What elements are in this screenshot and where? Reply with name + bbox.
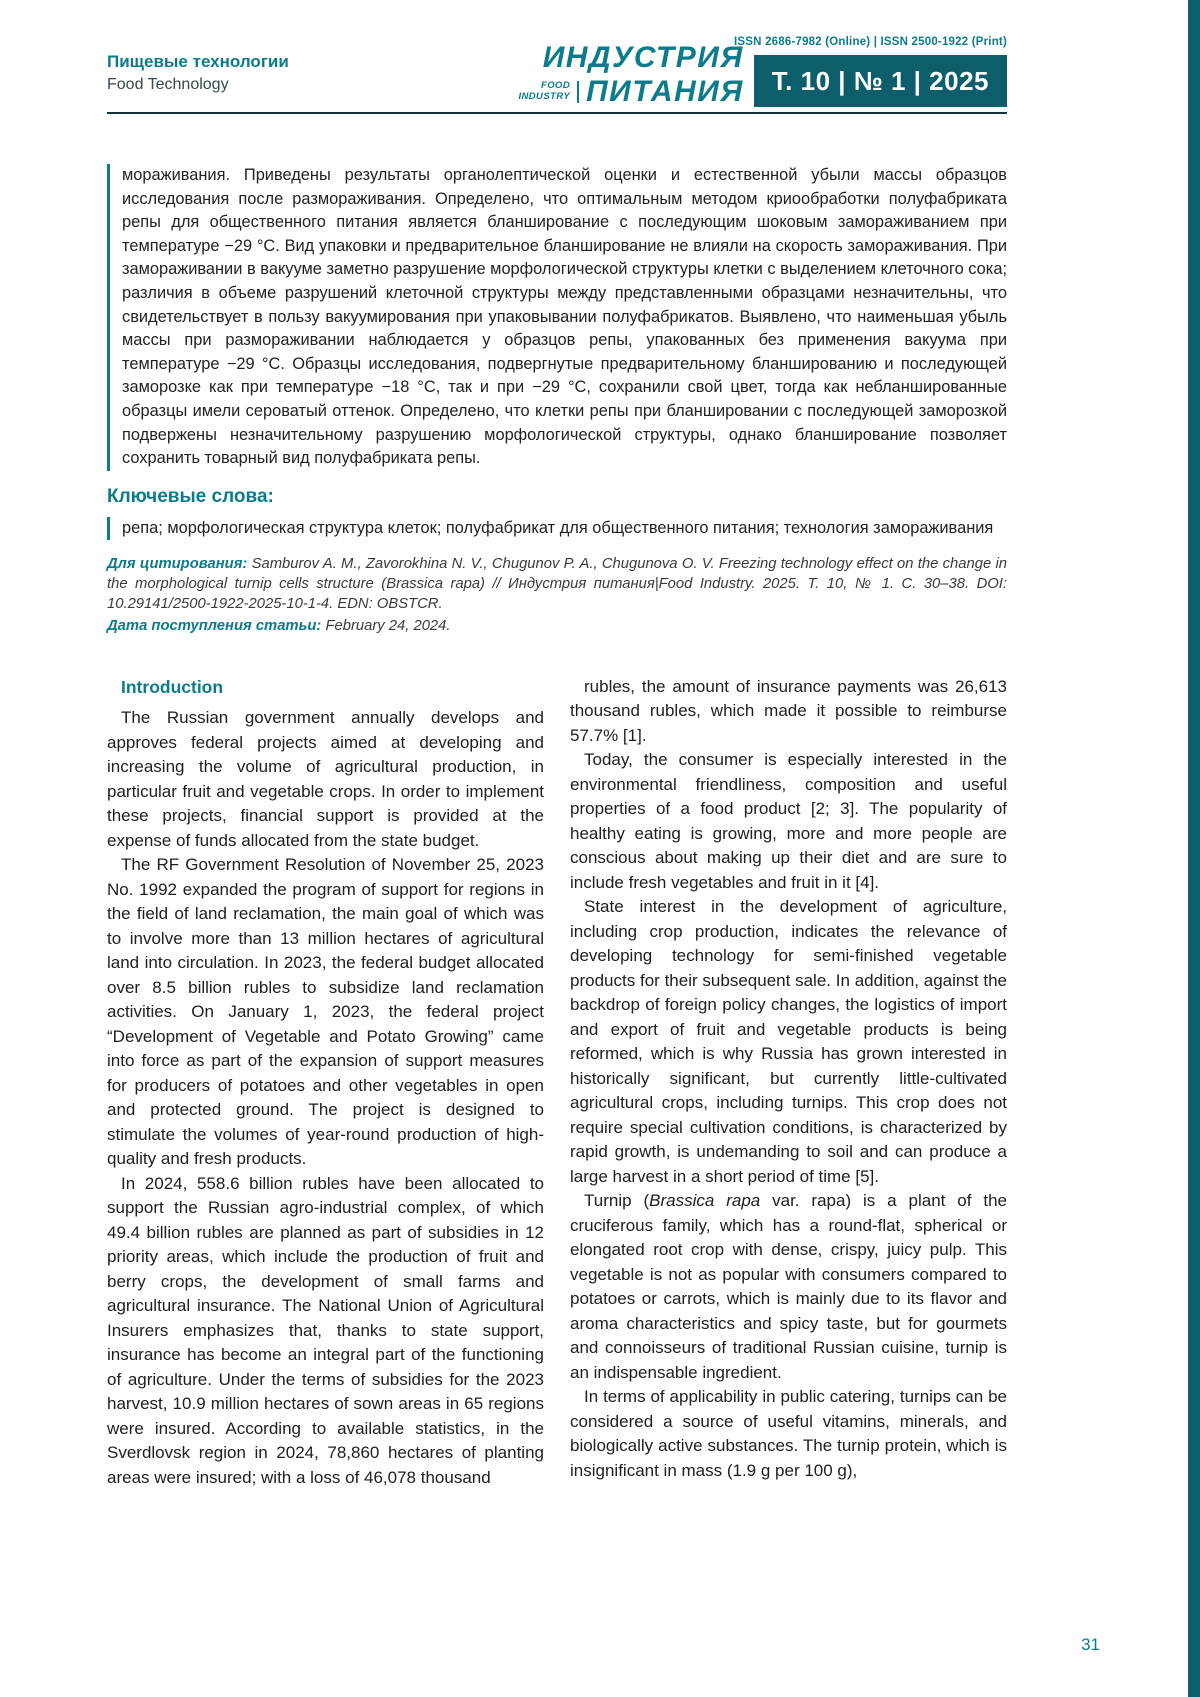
intro-paragraph: State interest in the development of agriculture, including crop production, indicates the relevance of developing technology for semi-finished vegetable products for their subsequent sale. In addition, against the backdrop of foreign policy changes, the logistics of import and export of fruit and vegetable products is being reformed, which is why Russia has grown interested in historically significant, but currently little-cultivated agricultural crops, including turnips. This crop does not require special cultivation conditions, is characterized by rapid growth, is undemanding to soil and can produce a large harvest in a short period of time [5]. — [570, 897, 1007, 1186]
citation-section — [107, 555, 1007, 636]
intro-paragraph: The RF Government Resolution of November 25, 2023 No. 1992 expanded the program of support for regions in the field of land reclamation, the main goal of which was to involve more than 13 million hectares of agricultural land into circulation. In 2023, the federal budget allocated over 8.5 billion rubles to subsidize land reclamation activities. On January 1, 2023, the federal project “Development of Vegetable and Potato Growing” came into force as part of the expansion of support measures for producers of potatoes and other vegetables in open and protected ground. The project is designed to stimulate the volumes of year-round production of high-quality and fresh products. — [107, 855, 544, 1168]
abstract-section — [107, 164, 1007, 471]
introduction-columns — [107, 675, 1007, 1491]
journal-logo — [519, 43, 744, 107]
intro-paragraph: The Russian government annually develops and approves federal projects aimed at developing and increasing the volume of agricultural production, in particular fruit and vegetable crops. In order to implement these projects, financial support is provided at the expense of funds allocated from the state budget. — [107, 708, 544, 850]
intro-paragraph: In terms of applicability in public catering, turnips can be considered a source of useful vitamins, minerals, and biologically active substances. The turnip protein, which is insignificant in mass (1.9 g per 100 g), — [570, 1387, 1007, 1480]
logo-line-2 — [519, 77, 744, 107]
turnip-text-post: var. rapa) is a plant of the cruciferous family, which has a round-flat, spherical or elongated root crop with dense, crispy, juicy pulp. This vegetable is not as popular with consumers compared to potatoes or carrots, which is mainly due to its flavor and aroma characteristics and spicy taste, but for gourmets and connoisseurs of traditional Russian cuisine, turnip is an indispensable ingredient. — [570, 1191, 1007, 1382]
received-value: February 24, 2024. — [325, 617, 451, 634]
intro-column-left — [107, 675, 544, 1491]
issn-line: ISSN 2686-7982 (Online) | ISSN 2500-1922 (Print) — [734, 36, 1007, 48]
intro-column-right — [570, 675, 1007, 1491]
page-header — [107, 0, 1007, 114]
turnip-latin-name: Brassica rapa — [649, 1191, 761, 1210]
citation-paragraph — [107, 555, 1007, 614]
page-content — [107, 0, 1007, 1490]
page-number: 31 — [1081, 1635, 1100, 1654]
logo-subtitle-industry: INDUSTRY — [518, 91, 571, 102]
keywords-section — [107, 517, 1007, 541]
page-edge-bar — [1188, 0, 1200, 1697]
section-title-ru: Пищевые технологии — [107, 52, 289, 71]
intro-paragraph-turnip — [570, 1189, 1007, 1385]
abstract-text: мораживания. Приведены результаты органолептической оценки и естественной убыли массы образцов исследования после размораживания. Определено, что оптимальным методом криообработки полуфабриката репы для общественного питания является бланширование с последующим шоковым замораживанием при температуре −29 °С. Вид упаковки и предварительное бланширование не влияли на скорость замораживания. При замораживании в вакууме заметно разрушение морфологической структуры клетки с выделением клеточного сока; различия в объеме разрушений клеточной структуры между представленными образцами незначительны, что свидетельствует в пользу вакуумирования при упаковывании полуфабрикатов. Выявлено, что наименьшая убыль массы при размораживании наблюдается у образцов репы, упакованных без применения вакуума при температуре −29 °С. Образцы исследования, подвергнутые предварительному бланшированию и последующей заморозке как при температуре −18 °С, так и при −29 °С, сохранили свой цвет, тогда как небланшированные образцы имели сероватый оттенок. Определено, что клетки репы при бланшировании с последующей заморозкой подвержены незначительному разрушению морфологической структуры, однако бланширование позволяет сохранить товарный вид полуфабриката репы. — [122, 166, 1007, 468]
logo-subtitle — [519, 81, 580, 103]
section-title-en: Food Technology — [107, 76, 229, 93]
keywords-text: репа; морфологическая структура клеток; полуфабрикат для общественного питания; технология замораживания — [122, 518, 994, 537]
logo-line-2-text: ПИТАНИЯ — [586, 75, 744, 108]
received-paragraph — [107, 617, 1007, 637]
issue-badge: Т. 10 | № 1 | 2025 — [754, 55, 1007, 107]
citation-label: Для цитирования: — [107, 556, 248, 573]
intro-paragraph: In 2024, 558.6 billion rubles have been allocated to support the Russian agro-industrial complex, of which 49.4 billion rubles are planned as part of subsidies in 12 priority areas, which include the production of fruit and berry crops, the development of small farms and agricultural insurance. The National Union of Agricultural Insurers emphasizes that, thanks to state support, insurance has become an integral part of the functioning of agriculture. Under the terms of subsidies for the 2023 harvest, 10.9 million hectares of sown areas in 65 regions were insured. According to available statistics, in the Sverdlovsk region in 2024, 78,860 hectares of planting areas were insured; with a loss of 46,078 thousand — [107, 1173, 544, 1487]
turnip-text-pre: Turnip ( — [584, 1191, 650, 1210]
keywords-heading: Ключевые слова: — [107, 485, 274, 507]
citation-text: Samburov A. M., Zavorokhina N. V., Chugunov P. A., Chugunova O. V. Freezing technology effect on the change in the morphological turnip cells structure (Brassica rapa) // Индустрия питания|Food Industry. 2025. Т. 10, № 1. С. 30–38. DOI: 10.29141/2500-1922-2025-10-1-4. EDN: OBSTCR. — [107, 556, 1007, 612]
logo-subtitle-food: FOOD — [541, 80, 571, 92]
journal-logo-area — [519, 43, 1008, 107]
intro-paragraph: Today, the consumer is especially interested in the environmental friendliness, composition and useful properties of a food product [2; 3]. The popularity of healthy eating is growing, more and more people are conscious about making up their diet and are sure to include fresh vegetables and fruit in it [4]. — [570, 750, 1007, 892]
received-label: Дата поступления статьи: — [107, 617, 322, 634]
introduction-heading: Introduction — [121, 676, 224, 697]
intro-paragraph: rubles, the amount of insurance payments was 26,613 thousand rubles, which made it possible to reimburse 57.7% [1]. — [570, 676, 1007, 745]
section-title — [107, 52, 289, 94]
logo-line-1: ИНДУСТРИЯ — [542, 41, 744, 74]
